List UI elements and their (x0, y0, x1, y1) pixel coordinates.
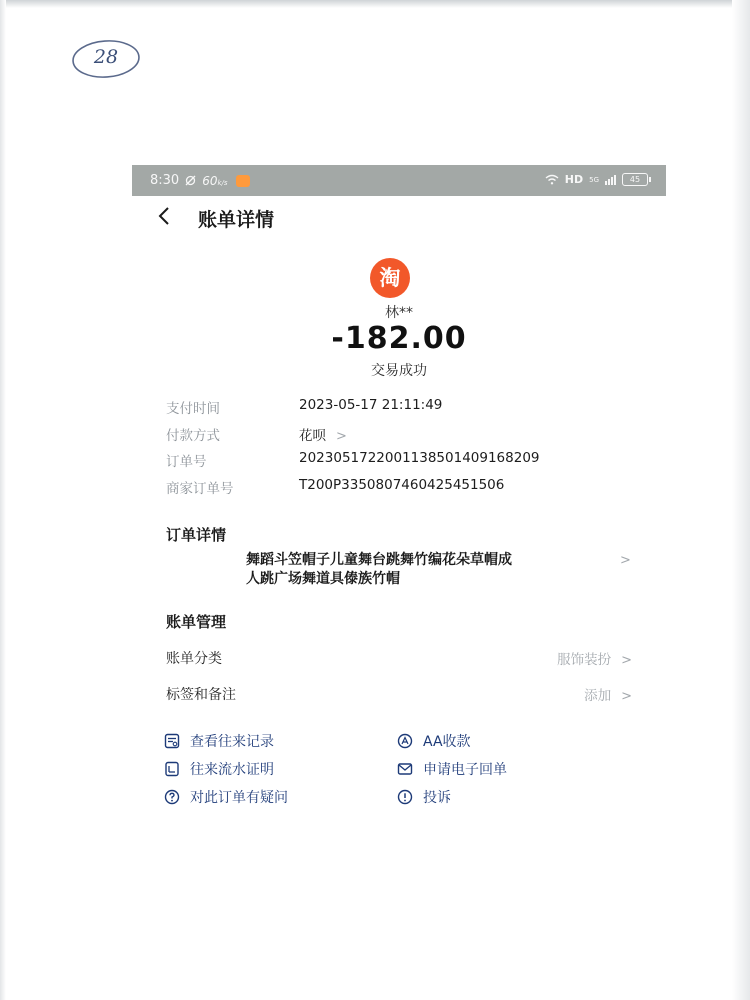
handwritten-page-number (70, 38, 142, 80)
aa-collect-label: AA收款 (423, 734, 471, 750)
order-item-name-line2: 人跳广场舞道具傣族竹帽 (246, 571, 400, 587)
bill-category-label: 账单分类 (166, 651, 222, 667)
page-number-text: 28 (93, 46, 119, 68)
order-item-link[interactable] (246, 551, 606, 589)
hd-indicator: HD (564, 173, 584, 186)
merchant-order-no-label: 商家订单号 (166, 480, 234, 497)
wifi-icon (545, 174, 559, 185)
signal-icon (605, 174, 616, 185)
order-detail-title: 订单详情 (166, 526, 227, 544)
app-notification-icon (236, 175, 250, 187)
merchant-order-no-value: T200P3350807460425451506 (299, 476, 505, 493)
paper-edge-right (732, 0, 750, 1000)
view-records-link[interactable] (164, 731, 274, 751)
payment-method-label: 付款方式 (166, 427, 220, 444)
battery-icon (622, 173, 648, 186)
transaction-info (166, 397, 636, 503)
net-speed: 60 (202, 173, 218, 188)
question-icon (164, 789, 180, 805)
status-time: 8:30 (150, 173, 180, 188)
aa-collect-icon (397, 733, 413, 749)
mute-icon (185, 175, 196, 186)
page-title: 账单详情 (198, 209, 275, 231)
order-question-link[interactable] (164, 787, 288, 807)
net-speed-unit: k/s (217, 178, 228, 187)
taobao-logo-icon (370, 258, 410, 298)
e-receipt-label: 申请电子回单 (423, 762, 507, 778)
bill-management-title: 账单管理 (166, 613, 227, 631)
back-arrow-icon[interactable] (154, 205, 176, 227)
status-bar (132, 165, 666, 196)
info-row-payment-method[interactable] (166, 424, 636, 451)
signal-label: 5G (589, 175, 599, 184)
bill-category-value: 服饰装扮 (557, 652, 612, 668)
aa-collect-link[interactable] (397, 731, 471, 751)
envelope-icon (397, 761, 413, 777)
chevron-right-icon: > (621, 653, 632, 668)
statement-proof-link[interactable] (164, 759, 274, 779)
info-row-merchant-order-no (166, 477, 636, 504)
info-row-pay-time (166, 397, 636, 424)
transaction-status: 交易成功 (371, 363, 427, 379)
payee-name: 林** (385, 305, 413, 321)
pay-time-value: 2023-05-17 21:11:49 (299, 397, 443, 413)
info-row-order-no (166, 450, 636, 477)
bill-category-row[interactable] (166, 648, 632, 670)
order-no-value: 2023051722001138501409168209 (299, 450, 540, 466)
view-records-label: 查看往来记录 (190, 734, 274, 750)
battery-level: 45 (629, 175, 641, 184)
order-no-label: 订单号 (166, 454, 207, 470)
statement-proof-label: 往来流水证明 (190, 762, 274, 778)
statement-icon (164, 761, 180, 777)
tags-notes-label: 标签和备注 (166, 687, 236, 703)
paper-edge-left (0, 0, 6, 1000)
complaint-link[interactable] (397, 787, 451, 807)
chevron-right-icon: > (620, 553, 631, 568)
order-question-label: 对此订单有疑问 (190, 790, 288, 806)
pay-time-label: 支付时间 (166, 401, 220, 417)
complaint-label: 投诉 (423, 790, 451, 806)
order-item-name-line1: 舞蹈斗笠帽子儿童舞台跳舞竹编花朵草帽成 (246, 552, 512, 568)
transaction-amount: -182.00 (331, 321, 467, 356)
logo-char: 淘 (379, 266, 401, 290)
phone-screen (132, 165, 666, 865)
tags-notes-row[interactable] (166, 684, 632, 706)
complaint-icon (397, 789, 413, 805)
e-receipt-link[interactable] (397, 759, 507, 779)
paper-edge-top (0, 0, 750, 8)
chevron-right-icon: > (621, 689, 632, 704)
nav-bar (132, 196, 666, 238)
chevron-right-icon: > (336, 428, 347, 444)
tags-notes-value: 添加 (584, 688, 612, 704)
payment-method-value: 花呗 (299, 427, 326, 444)
records-icon (164, 733, 180, 749)
